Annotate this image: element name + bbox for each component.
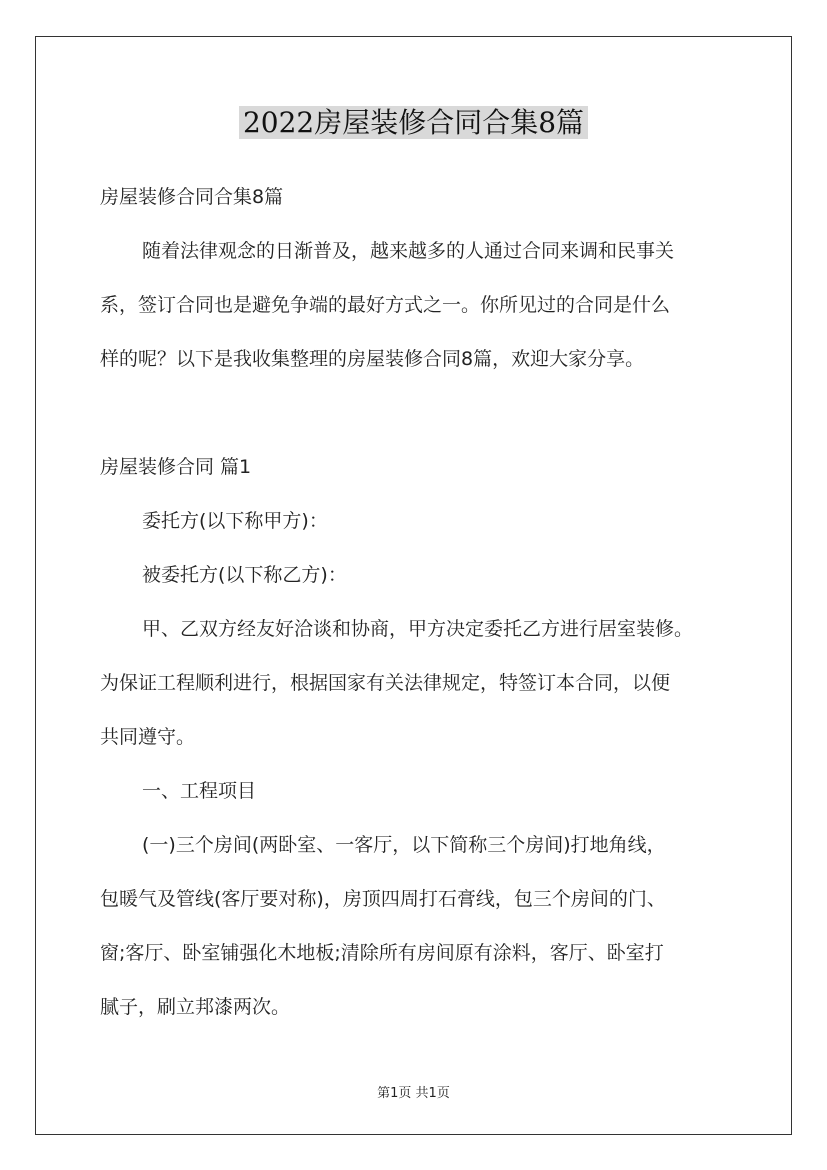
body-paragraph-line: 被委托方(以下称乙方)： bbox=[142, 564, 347, 586]
document-title: 2022房屋装修合同合集8篇 bbox=[239, 106, 588, 139]
body-paragraph-line: 共同遵守。 bbox=[100, 726, 196, 748]
body-paragraph-line: 包暖气及管线(客厅要对称)，房顶四周打石膏线，包三个房间的门、 bbox=[100, 888, 666, 910]
document-body bbox=[100, 170, 740, 1034]
body-paragraph-line: (一)三个房间(两卧室、一客厅，以下简称三个房间)打地角线， bbox=[142, 834, 666, 856]
body-paragraph-line: 腻子，刷立邦漆两次。 bbox=[100, 996, 291, 1018]
body-paragraph-line: 为保证工程顺利进行，根据国家有关法律规定，特签订本合同，以便 bbox=[100, 672, 671, 694]
page-footer bbox=[0, 1082, 827, 1101]
paragraph-gap bbox=[100, 386, 740, 440]
body-paragraph-line: 窗;客厅、卧室铺强化木地板;清除所有房间原有涂料，客厅、卧室打 bbox=[100, 942, 664, 964]
body-paragraph-line: 样的呢？以下是我收集整理的房屋装修合同8篇，欢迎大家分享。 bbox=[100, 348, 645, 370]
body-paragraph-line: 随着法律观念的日渐普及，越来越多的人通过合同来调和民事关 bbox=[142, 240, 675, 262]
subsection-heading: 一、工程项目 bbox=[142, 780, 257, 802]
body-paragraph-line: 委托方(以下称甲方)： bbox=[142, 510, 328, 532]
document-title-container bbox=[0, 100, 827, 146]
page-number: 第1页 共1页 bbox=[377, 1086, 450, 1101]
body-heading: 房屋装修合同合集8篇 bbox=[100, 186, 284, 208]
body-paragraph-line: 系，签订合同也是避免争端的最好方式之一。你所见过的合同是什么 bbox=[100, 294, 671, 316]
section-heading: 房屋装修合同 篇1 bbox=[100, 456, 252, 478]
body-paragraph-line: 甲、乙双方经友好洽谈和协商，甲方决定委托乙方进行居室装修。 bbox=[142, 618, 694, 640]
